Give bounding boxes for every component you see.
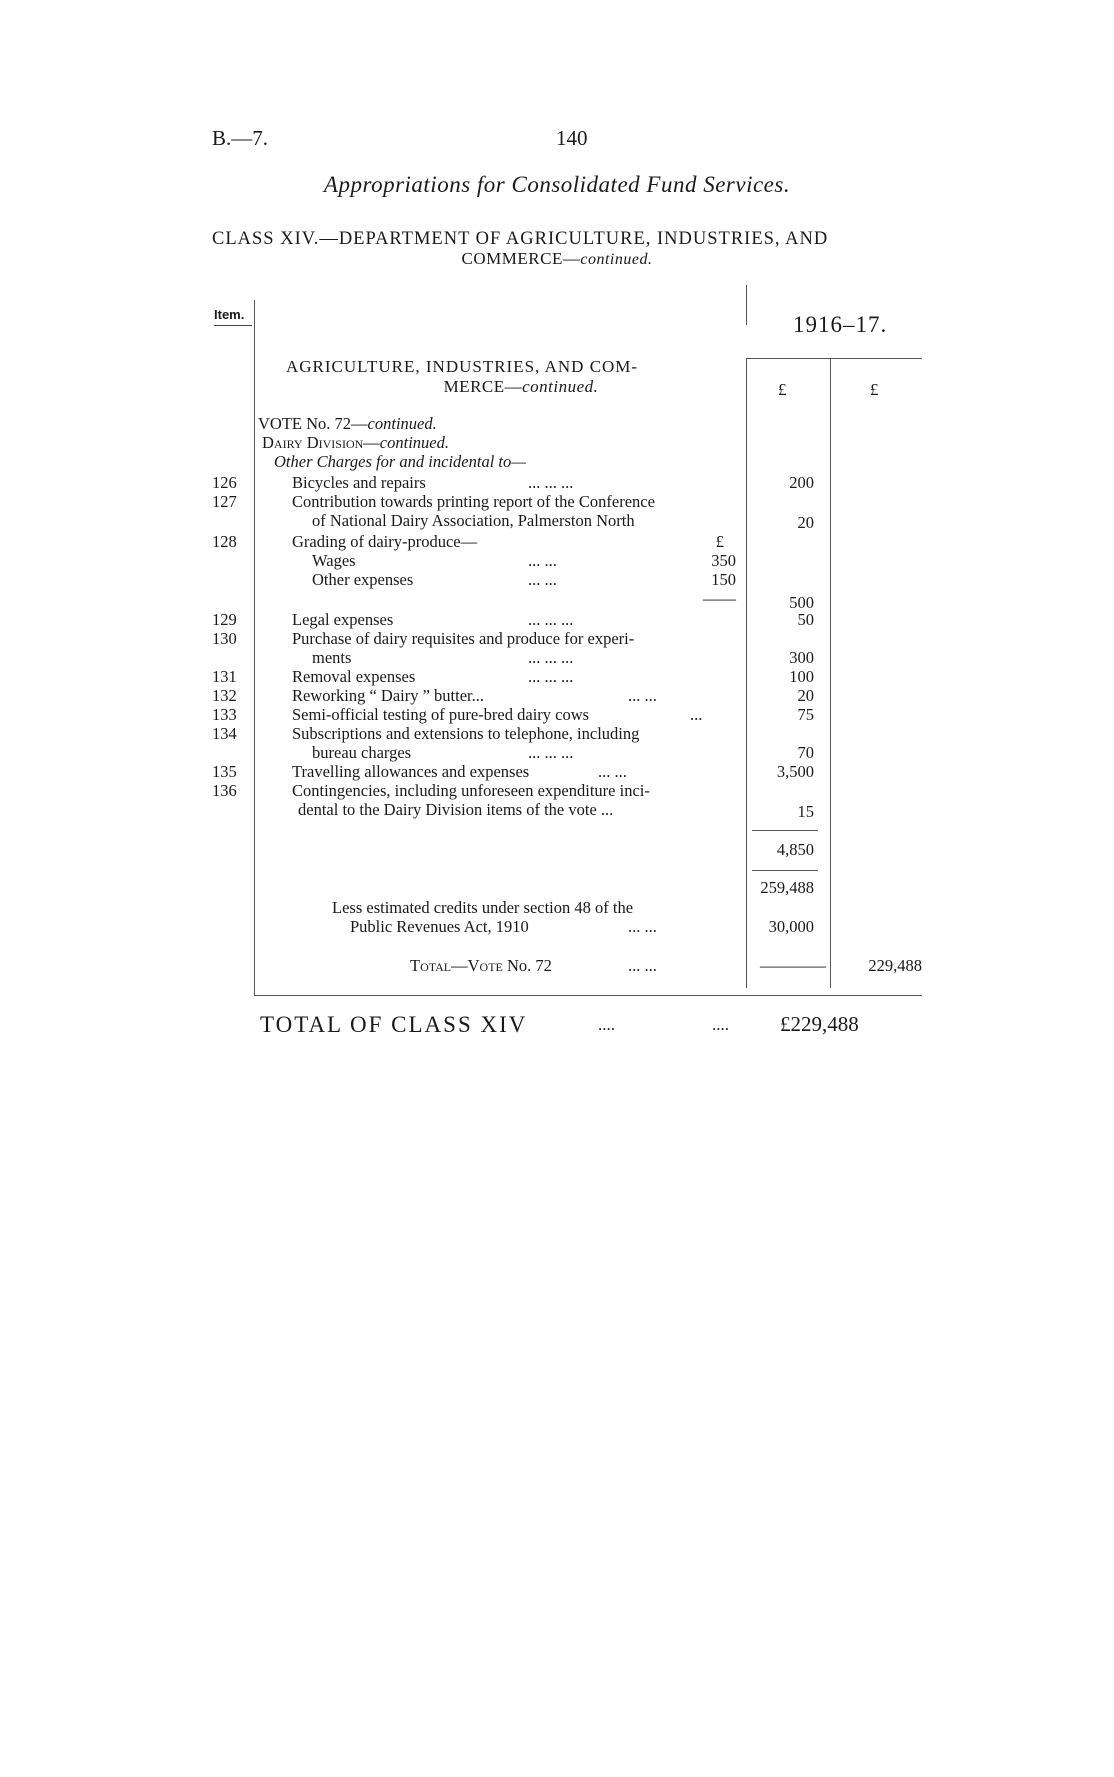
class-heading-main: COMMERCE— [461,249,581,268]
item-amount: 200 [789,473,814,492]
item-number: 127 [212,492,237,511]
sub-item-description: Wages [312,551,356,570]
year-header-rule [746,358,922,359]
sub-currency-symbol: £ [715,532,724,551]
item-number: 126 [212,473,237,492]
section-heading-main: MERCE— [443,377,523,396]
leader-dots: ... ... [628,686,657,705]
other-charges-label: Other Charges for and incidental to— [274,452,526,471]
item-number: 134 [212,724,237,743]
item-description: Semi-official testing of pure-bred dairy cows [292,705,590,724]
item-column-header: Item. [214,307,245,322]
class-total-label: TOTAL OF CLASS XIV [260,1012,528,1037]
section-heading-italic: continued. [522,377,599,396]
leader-dots: ... ... [528,570,557,589]
sub-total-rule: —— [703,589,736,608]
item-description: Contribution towards printing report of the Conference [292,492,655,511]
item-number: 132 [212,686,237,705]
vote-total-label-sc: Total—Vote [410,956,503,975]
class-heading-continued [0,249,1114,269]
item-description: Removal expenses [292,667,416,686]
item-amount: 50 [797,610,814,629]
item-amount: 500 [789,593,814,612]
document-code: B.—7. [212,126,269,150]
item-description-continued: ments [312,648,352,667]
item-amount: 15 [797,802,814,821]
leader-dots: ... ... ... [528,743,574,762]
leader-dots: ... ... ... [528,473,574,492]
item-number: 135 [212,762,237,781]
page-title: Appropriations for Consolidated Fund Services. [323,172,791,197]
item-amount: 75 [797,705,814,724]
page-number: 140 [556,126,588,150]
amount-column-middle-divider [830,358,831,988]
division-label [262,433,449,453]
item-amount: 100 [789,667,814,686]
item-number: 133 [212,705,237,724]
division-label-main: Dairy Division— [262,433,380,452]
section-heading-continued [286,377,756,397]
subtotal-rule [752,830,818,831]
credits-description: Less estimated credits under section 48 of the [332,898,634,917]
item-description: Contingencies, including unforeseen expenditure inci- [292,781,650,800]
item-description: Subscriptions and extensions to telephone, including [292,724,640,743]
leader-dots: ... [690,705,703,724]
gross-rule [752,870,818,871]
item-number: 130 [212,629,237,648]
item-description: Travelling allowances and expenses [292,762,530,781]
leader-dots: ... ... ... [528,648,574,667]
item-description: Grading of dairy-produce— [292,532,478,551]
item-description: Bicycles and repairs [292,473,426,492]
item-amount: 3,500 [776,762,814,781]
leader-dots: .... [598,1015,615,1034]
class-total-amount: £229,488 [780,1012,859,1036]
table-bottom-rule [254,995,922,996]
sub-item-description: Other expenses [312,570,414,589]
class-heading-italic: continued. [580,251,653,268]
leader-dots: .... [712,1015,729,1034]
item-amount: 20 [797,513,814,532]
item-amount: 300 [789,648,814,667]
item-description-continued: bureau charges [312,743,412,762]
item-description-continued: dental to the Dairy Division items of the vote ... [298,800,614,819]
item-number: 136 [212,781,237,800]
class-heading: CLASS XIV.—DEPARTMENT OF AGRICULTURE, INDUSTRIES, AND [212,229,829,249]
leader-dots: ... ... [598,762,627,781]
currency-symbol-col1: £ [778,380,787,399]
item-number: 131 [212,667,237,686]
leader-dots: ... ... [628,917,657,936]
vote-total-label [410,956,552,976]
item-number: 128 [212,532,237,551]
credits-description-continued: Public Revenues Act, 1910 [350,917,529,936]
division-label-italic: continued. [379,433,449,452]
leader-dots: ... ... [628,956,657,975]
item-column-divider [254,300,255,995]
section-heading: AGRICULTURE, INDUSTRIES, AND COM- [286,357,639,376]
vote-label-italic: continued. [367,414,437,433]
leader-dots: ... ... [528,551,557,570]
item-description: Legal expenses [292,610,394,629]
item-description: Reworking “ Dairy ” butter... [292,686,484,705]
item-number: 129 [212,610,237,629]
vote-label [258,414,437,434]
item-description-continued: of National Dairy Association, Palmerston North [312,511,635,530]
credits-amount: 30,000 [768,917,814,936]
sub-item-amount: 350 [711,551,736,570]
vote-total-label-number: No. 72 [506,956,552,975]
currency-symbol-col2: £ [870,380,879,399]
vote-total-amount: 229,488 [868,956,922,975]
vote-label-main: VOTE No. 72— [258,414,368,433]
vote-gross-total: 259,488 [760,878,814,897]
vote-subtotal: 4,850 [776,840,814,859]
item-amount: 20 [797,686,814,705]
sub-item-amount: 150 [711,570,736,589]
item-amount: 70 [797,743,814,762]
leader-dots: ... ... ... [528,667,574,686]
item-header-rule [214,325,252,326]
vote-total-rule: ———— [760,956,826,975]
item-description: Purchase of dairy requisites and produce for experi- [292,629,635,648]
year-column-header: 1916–17. [793,312,888,337]
leader-dots: ... ... ... [528,610,574,629]
year-column-divider [746,285,747,325]
